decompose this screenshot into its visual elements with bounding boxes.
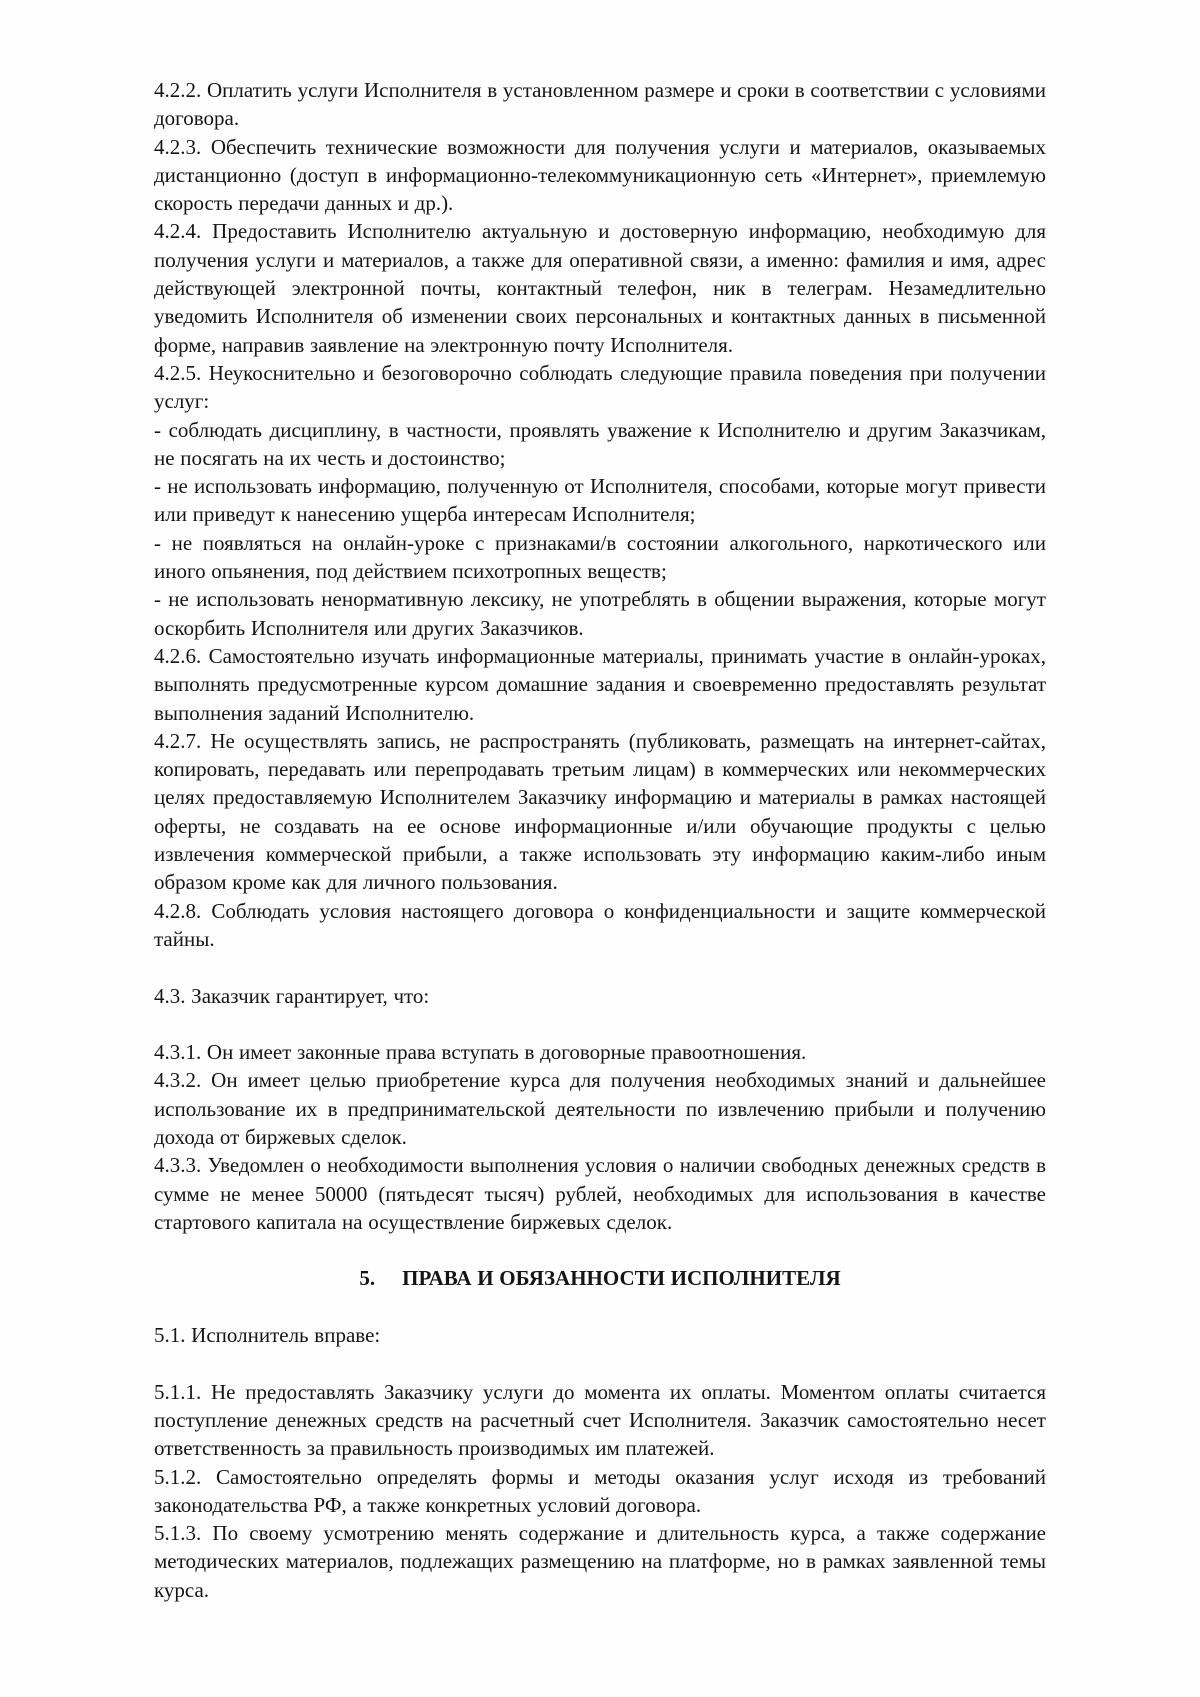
paragraph-4-3: 4.3. Заказчик гарантирует, что: [154, 983, 430, 1008]
paragraph-4-2-4: 4.2.4. Предоставить Исполнителю актуальную и достоверную информацию, необходимую для получения услуги и материалов, а также для оперативной связи, а именно: фамилия и имя, адрес действующей электронной почты, контактный телефон, ник в телеграм. Незамедлительно уведомить Исполнителя об изменении своих персональных и контактных данных в письменной форме, направив заявление на электронную почту Исполнителя. [154, 219, 1046, 357]
section-5-heading [154, 1264, 1046, 1292]
section-5-title: ПРАВА И ОБЯЗАННОСТИ ИСПОЛНИТЕЛЯ [402, 1266, 841, 1291]
blank-line [154, 1010, 1046, 1038]
paragraph-4-2-3: 4.2.3. Обеспечить технические возможности для получения услуги и материалов, оказываемых дистанционно (доступ в информационно-телекоммуникационную сеть «Интернет», приемлемую скорость передачи данных и др.). [154, 134, 1046, 216]
paragraph-4-3-3: 4.3.3. Уведомлен о необходимости выполнения условия о наличии свободных денежных средств в сумме не менее 50000 (пятьдесят тысяч) рублей, необходимых для использования в качестве стартового капитала на осуществление биржевых сделок. [154, 1153, 1046, 1234]
blank-line [154, 1236, 1046, 1264]
list-item-rule-1: - соблюдать дисциплину, в частности, проявлять уважение к Исполнителю и другим Заказчикам, не посягать на их честь и достоинство; [154, 417, 1046, 470]
list-item-rule-2: - не использовать информацию, полученную от Исполнителя, способами, которые могут привести или приведут к нанесению ущерба интересам Исполнителя; [154, 474, 1046, 527]
paragraph-4-2-2: 4.2.2. Оплатить услуги Исполнителя в установленном размере и сроки в соответствии с условиями договора. [154, 78, 1046, 131]
blank-line [154, 1349, 1046, 1377]
blank-line [154, 953, 1046, 981]
paragraph-5-1-3: 5.1.3. По своему усмотрению менять содержание и длительность курса, а также содержание методических материалов, подлежащих размещению на платформе, но в рамках заявленной темы курса. [154, 1521, 1046, 1602]
paragraph-4-2-7: 4.2.7. Не осуществлять запись, не распространять (публиковать, размещать на интернет-сайтах, копировать, передавать или перепродавать третьим лицам) в коммерческих или некоммерческих целях предоставляемую Исполнителем Заказчику информацию и материалы в рамках настоящей оферты, не создавать на ее основе информационные и/или обучающие продукты с целью извлечения коммерческой прибыли, а также использовать эту информацию каким-либо иным образом кроме как для личного пользования. [154, 728, 1046, 895]
paragraph-4-3-2: 4.3.2. Он имеет целью приобретение курса для получения необходимых знаний и дальнейшее использование их в предпринимательской деятельности по извлечению прибыли и получению дохода от биржевых сделок. [154, 1068, 1046, 1149]
section-5-number: 5. [359, 1266, 376, 1291]
paragraph-5-1-1: 5.1.1. Не предоставлять Заказчику услуги до момента их оплаты. Моментом оплаты считается поступление денежных средств на расчетный счет Исполнителя. Заказчик самостоятельно несет ответственность за правильность производимых им платежей. [154, 1379, 1046, 1461]
paragraph-4-2-5: 4.2.5. Неукоснительно и безоговорочно соблюдать следующие правила поведения при получении услуг: [154, 360, 1046, 414]
paragraph-4-2-8: 4.2.8. Соблюдать условия настоящего договора о конфиденциальности и защите коммерческой тайны. [154, 898, 1046, 951]
paragraph-4-2-6: 4.2.6. Самостоятельно изучать информационные материалы, принимать участие в онлайн-уроках, выполнять предусмотренные курсом домашние задания и своевременно предоставлять результат выполнения заданий Исполнителю. [154, 643, 1046, 725]
paragraph-5-1-2: 5.1.2. Самостоятельно определять формы и методы оказания услуг исходя из требований законодательства РФ, а также конкретных условий договора. [154, 1464, 1046, 1517]
blank-line [154, 1293, 1046, 1321]
paragraph-4-3-1: 4.3.1. Он имеет законные права вступать в договорные правоотношения. [154, 1040, 807, 1065]
paragraph-5-1: 5.1. Исполнитель вправе: [154, 1323, 381, 1348]
list-item-rule-4: - не использовать ненормативную лексику, не употреблять в общении выражения, которые могут оскорбить Исполнителя или других Заказчиков. [154, 587, 1046, 640]
list-item-rule-3: - не появляться на онлайн-уроке с признаками/в состоянии алкогольного, наркотического или иного опьянения, под действием психотропных веществ; [154, 530, 1046, 584]
